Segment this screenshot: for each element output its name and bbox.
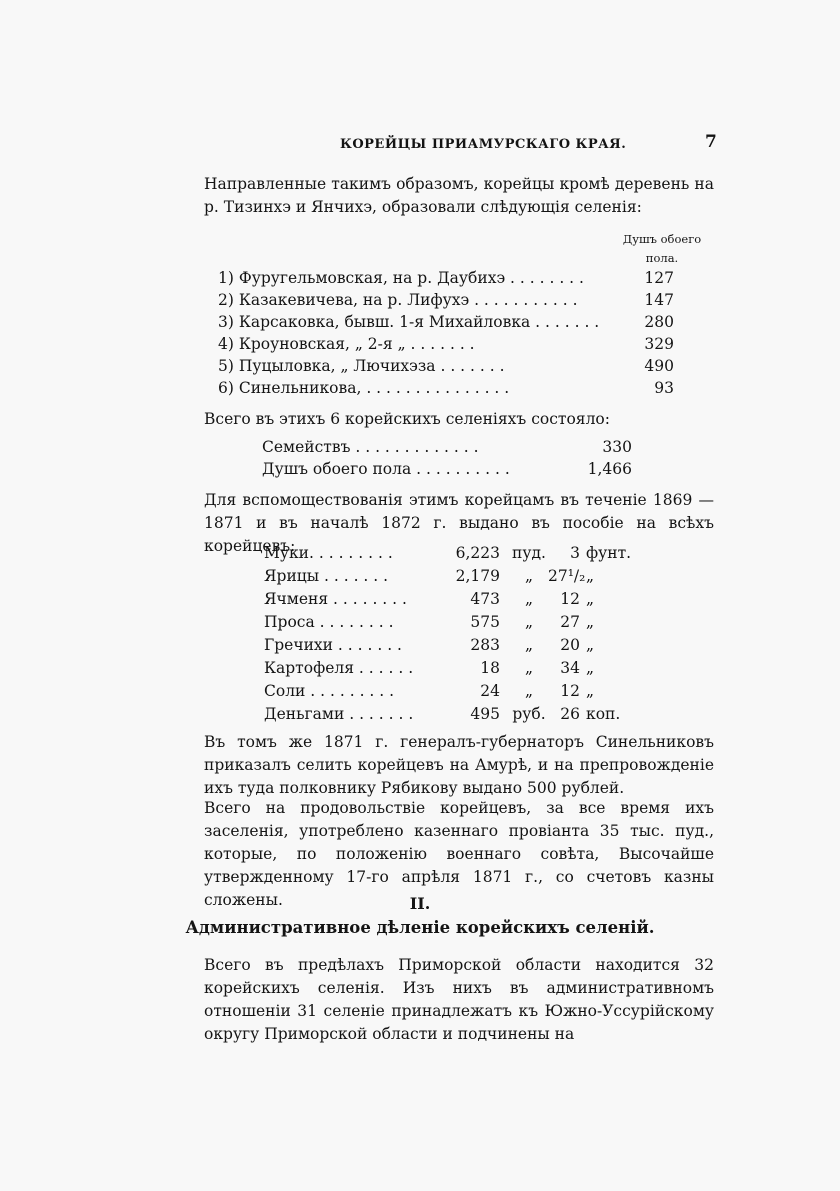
supply-sub: 27 — [560, 613, 580, 631]
supply-item: Соли . . . . . . . . . — [264, 682, 395, 700]
supply-qty: 18 — [480, 659, 500, 677]
supply-qty: 283 — [470, 636, 500, 654]
supply-unit: руб. — [512, 705, 546, 723]
supply-item: Муки. . . . . . . . . — [264, 544, 393, 562]
settlement-count: 329 — [644, 335, 674, 353]
total-intro: Всего въ этихъ 6 корейскихъ селеніяхъ состояло: — [204, 410, 610, 428]
supply-qty: 2,179 — [455, 567, 500, 585]
settlement-label: 2) Казакевичева, на р. Лифухэ . . . . . . . . . . . — [218, 291, 578, 309]
settlement-label: 5) Пуцыловка, „ Лючихэза . . . . . . . — [218, 357, 505, 375]
running-header: КОРЕЙЦЫ ПРИАМУРСКАГО КРАЯ. — [340, 137, 627, 152]
supply-item: Ячменя . . . . . . . . — [264, 590, 407, 608]
supply-item: Картофеля . . . . . . — [264, 659, 414, 677]
souls-column-header: Душъ обоего пола. — [622, 232, 702, 265]
supply-unit2: „ — [586, 636, 595, 654]
supply-unit2: „ — [586, 567, 595, 585]
supply-sub: 20 — [560, 636, 580, 654]
supply-unit2: „ — [586, 590, 595, 608]
supply-unit2: коп. — [586, 705, 621, 723]
supply-item: Гречихи . . . . . . . — [264, 636, 402, 654]
settlement-count: 490 — [644, 357, 674, 375]
supply-item: Деньгами . . . . . . . — [264, 705, 414, 723]
supply-sub: 12 — [560, 590, 580, 608]
settlement-count: 127 — [644, 269, 674, 287]
supply-unit2: „ — [586, 682, 595, 700]
intro-paragraph: Направленные такимъ образомъ, корейцы кромѣ деревень на р. Тизинхэ и Янчихэ, образовали слѣдующія селенія: — [204, 175, 714, 216]
supply-unit: „ — [524, 636, 534, 654]
total-label: Семействъ . . . . . . . . . . . . . — [262, 438, 479, 456]
paragraph-1871: Въ томъ же 1871 г. генералъ-губернаторъ Синельниковъ приказалъ селить корейцевъ на Амурѣ, и на препровожденіе ихъ туда полковнику Рябикову выдано 500 рублей. — [204, 733, 714, 797]
page-number: 7 — [705, 132, 717, 152]
supply-sub: 26 — [560, 705, 580, 723]
supply-sub: 34 — [560, 659, 580, 677]
settlement-count: 147 — [644, 291, 674, 309]
supply-unit: „ — [524, 567, 534, 585]
supply-qty: 24 — [480, 682, 500, 700]
supply-unit: пуд. — [512, 544, 546, 562]
supply-unit2: „ — [586, 613, 595, 631]
aid-intro-paragraph: Для вспомоществованія этимъ корейцамъ въ теченіе 1869 — 1871 и въ началѣ 1872 г. выдано въ пособіе на всѣхъ корейцевъ: — [204, 491, 714, 555]
supply-unit2: „ — [586, 659, 595, 677]
supply-qty: 575 — [470, 613, 500, 631]
supply-unit: „ — [524, 682, 534, 700]
total-label: Душъ обоего пола . . . . . . . . . . — [262, 460, 510, 478]
settlement-count: 280 — [644, 313, 674, 331]
supply-sub: 27¹/₂ — [548, 567, 586, 585]
supply-qty: 6,223 — [455, 544, 500, 562]
settlement-label: 3) Карсаковка, бывш. 1-я Михайловка . . . . . . . — [218, 313, 600, 331]
supply-unit2: фунт. — [586, 544, 632, 562]
settlement-label: 4) Кроуновская, „ 2-я „ . . . . . . . — [218, 335, 475, 353]
section-paragraph: Всего въ предѣлахъ Приморской области находится 32 корейскихъ селенія. Изъ нихъ въ административномъ отношеніи 31 селеніе принадлежатъ къ Южно-Уссурійскому округу Приморской области и подчинены на — [204, 956, 714, 1043]
supply-sub: 12 — [560, 682, 580, 700]
supply-qty: 473 — [470, 590, 500, 608]
total-value: 330 — [602, 438, 632, 456]
paragraph-provisions: Всего на продовольствіе корейцевъ, за все время ихъ заселенія, употреблено казеннаго провіанта 35 тыс. пуд., которые, по положенію военнаго совѣта, Высочайше утвержденному 17-го апрѣля 1871 г., со счетовъ казны сложены. — [204, 799, 714, 909]
section-title: Административное дѣленіе корейскихъ селеній. — [185, 918, 655, 937]
section-numeral: II. — [409, 894, 431, 913]
settlement-label: 1) Фуругельмовская, на р. Даубихэ . . . . . . . . — [218, 269, 584, 287]
supply-sub: 3 — [570, 544, 580, 562]
supply-unit: „ — [524, 659, 534, 677]
settlement-count: 93 — [654, 379, 674, 397]
supply-unit: „ — [524, 613, 534, 631]
supply-qty: 495 — [470, 705, 500, 723]
supply-item: Ярицы . . . . . . . — [264, 567, 389, 585]
supply-item: Проса . . . . . . . . — [264, 613, 394, 631]
supply-unit: „ — [524, 590, 534, 608]
settlement-label: 6) Синельникова, . . . . . . . . . . . . . . . — [218, 379, 510, 397]
total-value: 1,466 — [587, 460, 632, 478]
